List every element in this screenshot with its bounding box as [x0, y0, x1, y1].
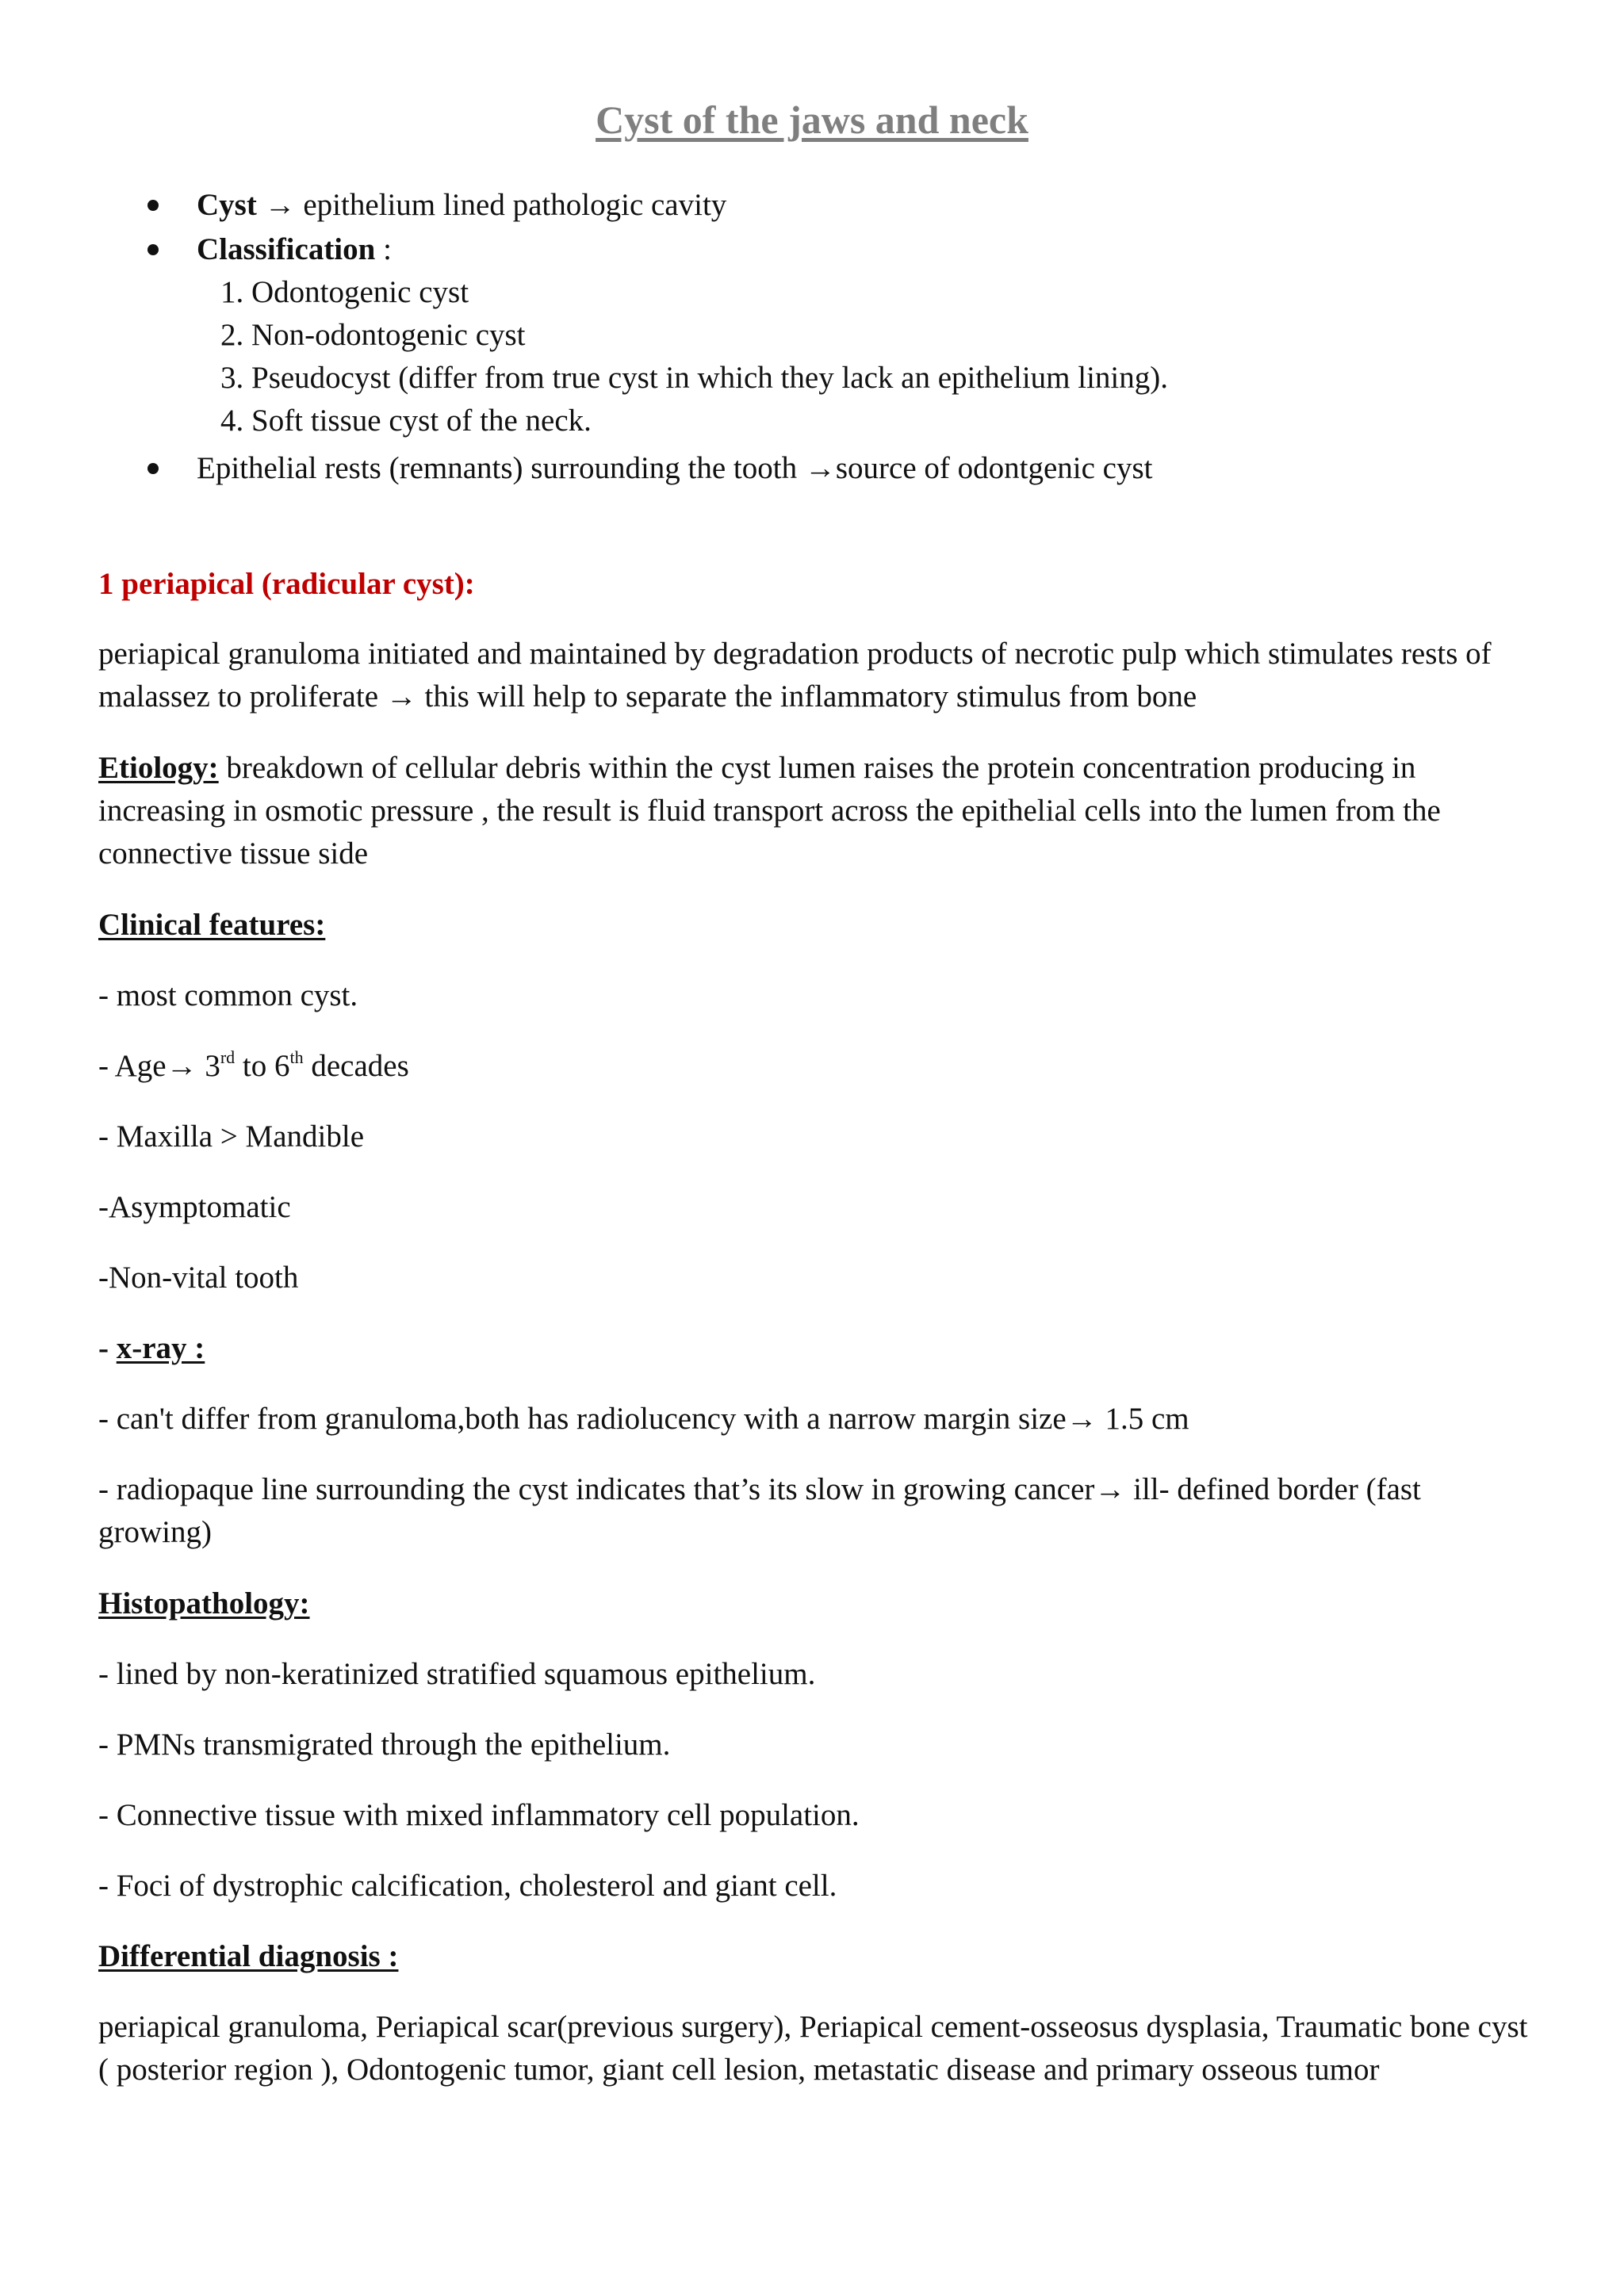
clinical-item: -Non-vital tooth: [98, 1261, 299, 1295]
bullet-epithelial-rests: [197, 447, 1152, 490]
histopathology-heading: Histopathology:: [98, 1586, 310, 1621]
arrow-icon: →: [166, 1049, 197, 1083]
bullet-marker: [147, 200, 159, 211]
clinical-item: - Maxilla > Mandible: [98, 1119, 365, 1154]
bullet-text: :: [375, 232, 392, 266]
arrow-icon: →: [1094, 1472, 1126, 1506]
histopathology-item: - Foci of dystrophic calcification, cholesterol and giant cell.: [98, 1869, 837, 1903]
xray-item: - can't differ from granuloma,both has radiolucency with a narrow margin size→ 1.5 cm: [98, 1402, 1189, 1436]
etiology-paragraph: [98, 747, 1542, 875]
xray-heading: - x-ray :: [98, 1331, 205, 1365]
bullet-marker: [147, 244, 159, 255]
numbered-item: 2. Non-odontogenic cyst: [220, 318, 526, 352]
clinical-item: - most common cyst.: [98, 978, 358, 1012]
section-heading: 1 periapical (radicular cyst):: [98, 567, 475, 601]
etiology-label: Etiology:: [98, 751, 219, 785]
clinical-features-heading: Clinical features:: [98, 908, 326, 942]
numbered-item: 1. Odontogenic cyst: [220, 275, 469, 309]
bullet-marker: [147, 463, 159, 474]
bullet-text: Epithelial rests (remnants) surrounding the tooth: [197, 451, 805, 485]
clinical-item-age: - Age→ 3rd to 6th decades: [98, 1047, 409, 1083]
bullet-text: epithelium lined pathologic cavity: [295, 188, 727, 222]
etiology-text: breakdown of cellular debris within the cyst lumen raises the protein concentration producing in increasing in osmotic pressure , the result is fluid transport across the epithelial cells into the lumen from the connective tissue side: [98, 751, 1441, 871]
xray-label: x-ray :: [116, 1331, 205, 1365]
arrow-icon: →: [385, 679, 417, 714]
histopathology-item: - Connective tissue with mixed inflammatory cell population.: [98, 1798, 860, 1832]
bullet-classification: [197, 228, 392, 271]
bullet-term: Classification: [197, 232, 376, 266]
page-title: Cyst of the jaws and neck: [596, 98, 1028, 142]
xray-item: - radiopaque line surrounding the cyst indicates that’s its slow in growing cancer→ ill- defined border (fast growing): [98, 1472, 1421, 1549]
bullet-text-tail: source of odontgenic cyst: [835, 451, 1153, 485]
arrow-icon: →: [1066, 1402, 1097, 1436]
histopathology-item: - PMNs transmigrated through the epithelium.: [98, 1728, 671, 1762]
bullet-term: Cyst: [197, 188, 257, 222]
arrow-icon: →: [264, 188, 296, 222]
numbered-item: 3. Pseudocyst (differ from true cyst in which they lack an epithelium lining).: [220, 361, 1169, 395]
differential-diagnosis-text: periapical granuloma, Periapical scar(previous surgery), Periapical cement-osseosus dysplasia, Traumatic bone cyst ( posterior region ), Odontogenic tumor, giant cell lesion, metastatic disease and primary osseous tumor: [98, 2010, 1528, 2087]
differential-diagnosis-heading: Differential diagnosis :: [98, 1939, 399, 1973]
histopathology-item: - lined by non-keratinized stratified squamous epithelium.: [98, 1657, 816, 1691]
numbered-item: 4. Soft tissue cyst of the neck.: [220, 404, 592, 438]
clinical-item: -Asymptomatic: [98, 1190, 291, 1224]
bullet-cyst-definition: [197, 184, 726, 227]
arrow-icon: →: [804, 451, 836, 485]
intro-paragraph: periapical granuloma initiated and maintained by degradation products of necrotic pulp which stimulates rests of malassez to proliferate → this will help to separate the inflammatory stimulus from bone: [98, 637, 1492, 714]
